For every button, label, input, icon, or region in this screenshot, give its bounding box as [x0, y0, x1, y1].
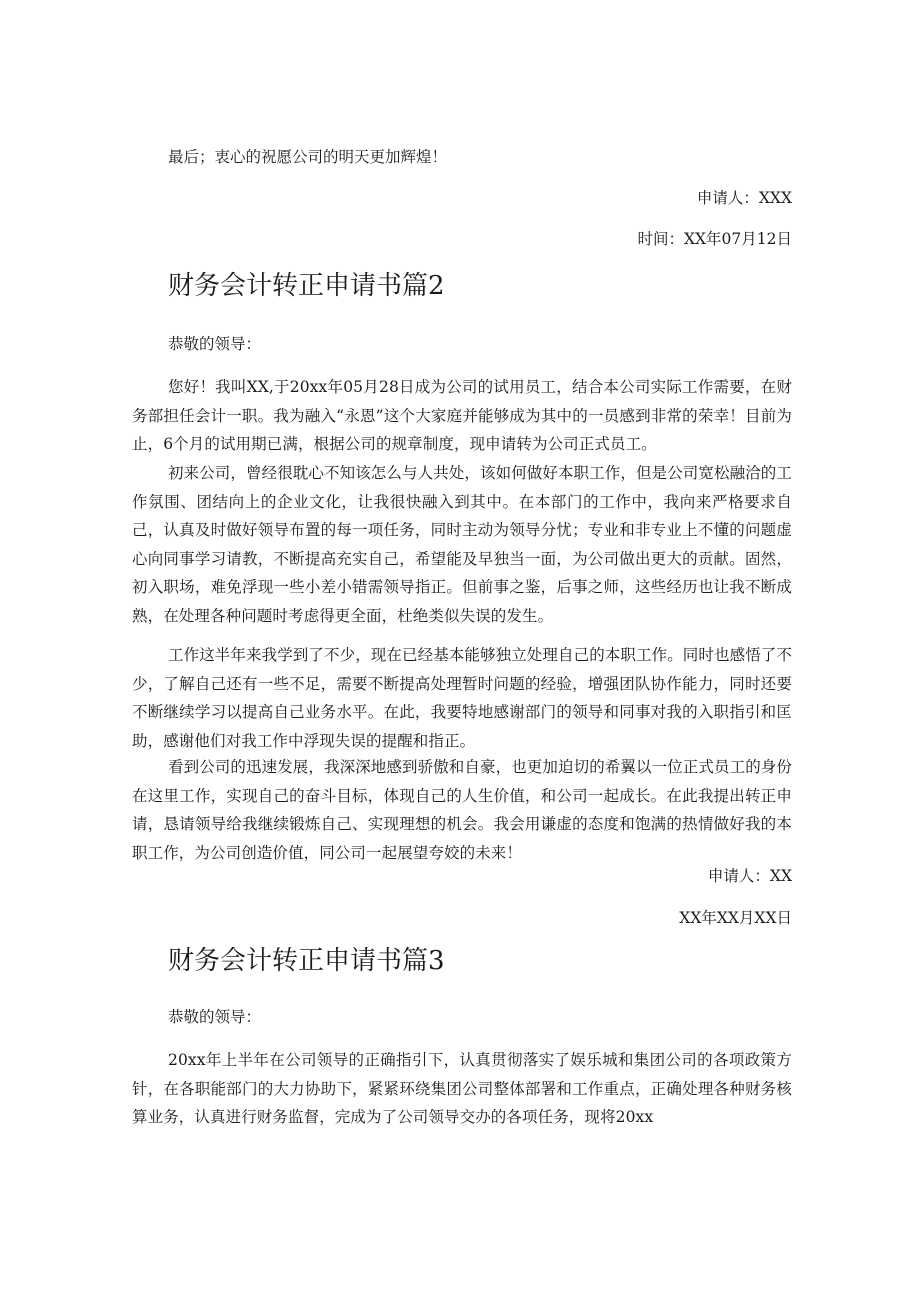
body-paragraph: 看到公司的迅速发展，我深深地感到骄傲和自豪，也更加迫切的希翼以一位正式员工的身份在这里工作，实现自己的奋斗目标，体现自己的人生价值，和公司一起成长。在此我提出转正申请，恳请领导给我继续锻炼自己、实现理想的机会。我会用谦虚的态度和饱满的热情做好我的本职工作，为公司创造价值，同公司一起展望夸姣的未来！ [132, 758, 793, 862]
body-paragraph: 20xx年上半年在公司领导的正确指引下，认真贯彻落实了娱乐城和集团公司的各项政策方针，在各职能部门的大力协助下，紧紧环绕集团公司整体部署和工作重点，正确处理各种财务核算业务，认真进行财务监督，完成为了公司领导交办的各项任务，现将20xx [132, 1051, 792, 1126]
salutation: 恭敬的领导： [168, 1008, 262, 1026]
body-paragraph: 您好！我叫XX,于20xx年05月28日成为公司的试用员工，结合本公司实际工作需要，在财务部担任会计一职。我为融入“永恩”这个大家庭并能够成为其中的一员感到非常的荣幸！目前为止，6个月的试用期已满，根据公司的规章制度，现申请转为公司正式员工。 [132, 378, 792, 453]
applicant-signature: 申请人：XXX [696, 189, 792, 207]
salutation: 恭敬的领导： [168, 335, 262, 353]
applicant-signature: 申请人：XX [707, 867, 792, 885]
signature-date: 时间：XX年07月12日 [637, 230, 792, 248]
closing-line: 最后；衷心的祝愿公司的明天更加辉煌！ [168, 148, 448, 166]
section-title: 财务会计转正申请书篇3 [168, 946, 445, 976]
body-paragraph: 工作这半年来我学到了不少，现在已经基本能够独立处理自己的本职工作。同时也感悟了不少，了解自己还有一些不足，需要不断提高处理暂时问题的经验，增强团队协作能力，同时还要不断继续学习以提高自己业务水平。在此，我要特地感谢部门的领导和同事对我的入职指引和匡助，感谢他们对我工作中浮现失误的提醒和指正。 [132, 646, 793, 750]
section-title: 财务会计转正申请书篇2 [168, 271, 445, 301]
body-paragraph: 初来公司，曾经很耽心不知该怎么与人共处，该如何做好本职工作，但是公司宽松融洽的工作氛围、团结向上的企业文化，让我很快融入到其中。在本部门的工作中，我向来严格要求自己，认真及时做好领导布置的每一项任务，同时主动为领导分忧；专业和非专业上不懂的问题虚心向同事学习请教，不断提高充实自己，希望能及早独当一面，为公司做出更大的贡献。固然，初入职场，难免浮现一些小差小错需领导指正。但前事之鉴，后事之师，这些经历也让我不断成熟，在处理各种问题时考虑得更全面，杜绝类似失误的发生。 [132, 464, 793, 625]
signature-date: XX年XX月XX日 [679, 909, 792, 927]
